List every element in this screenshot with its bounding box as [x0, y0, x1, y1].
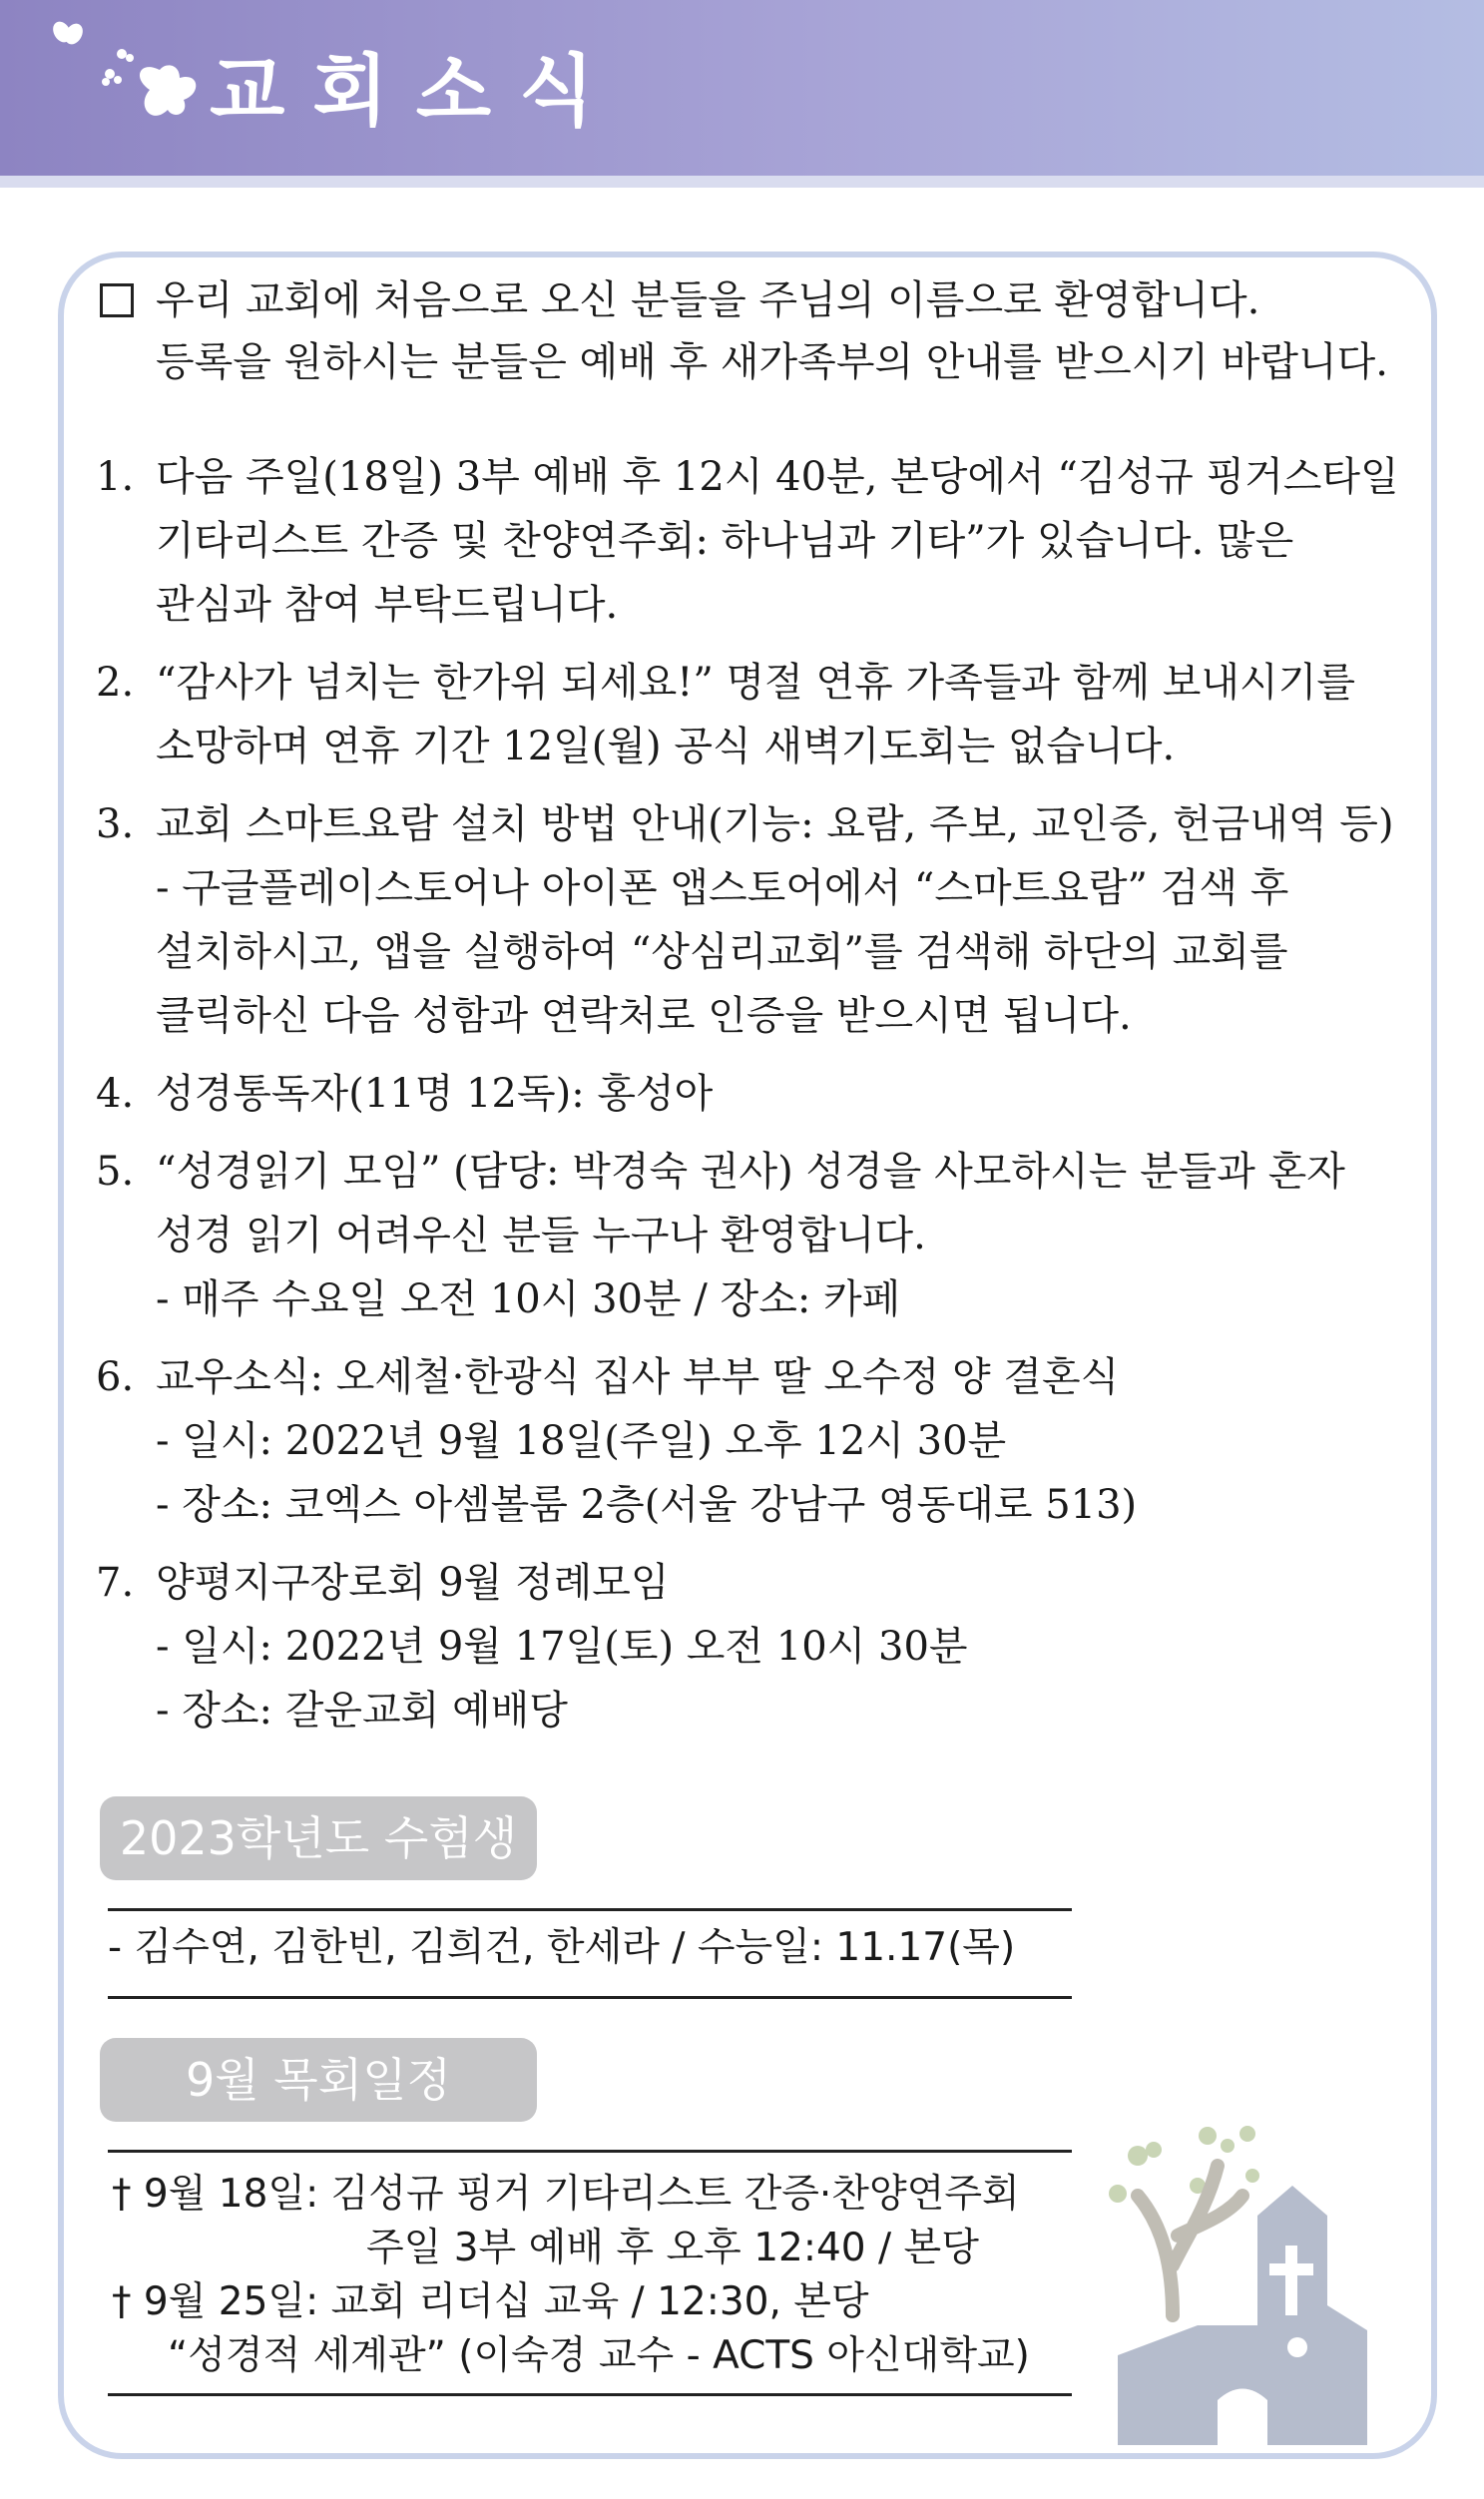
schedule-heading: 9월 목회일정 [100, 2038, 537, 2122]
welcome-line-1: 우리 교회에 처음으로 오신 분들을 주님의 이름으로 환영합니다. [156, 277, 1260, 323]
item-text: - 일시: 2022년 9월 18일(주일) 오후 12시 30분 [156, 1418, 1007, 1464]
announcement-item-7 [96, 1551, 1413, 1743]
announcement-item-2 [96, 651, 1413, 778]
item-number: 4. [96, 1071, 135, 1117]
item-text: 소망하며 연휴 기간 12일(월) 공식 새벽기도회는 없습니다. [156, 724, 1176, 769]
item-number: 5. [96, 1149, 135, 1195]
item-number: 7. [96, 1560, 135, 1606]
divider [108, 2393, 1072, 2396]
page-title: 교회소식 [210, 47, 623, 137]
butterfly-icon [40, 10, 210, 150]
item-text: 다음 주일(18일) 3부 예배 후 12시 40분, 본당에서 “김성규 핑거스타일 [156, 454, 1399, 500]
item-text: 교회 스마트요람 설치 방법 안내(기능: 요람, 주보, 교인증, 헌금내역 등) [156, 801, 1394, 847]
announcement-item-6 [96, 1345, 1413, 1537]
announcement-item-4 [96, 1062, 1413, 1126]
schedule-line-2: 주일 3부 예배 후 오후 12:40 / 본당 [366, 2226, 979, 2270]
checkbox-bullet-icon [100, 283, 134, 317]
item-text: 교우소식: 오세철·한광식 집사 부부 딸 오수정 양 결혼식 [156, 1354, 1120, 1400]
item-text: 클릭하신 다음 성함과 연락처로 인증을 받으시면 됩니다. [156, 993, 1132, 1039]
item-text: 관심과 참여 부탁드립니다. [156, 582, 619, 628]
item-text: - 장소: 코엑스 아셈볼룸 2층(서울 강남구 영동대로 513) [156, 1482, 1138, 1528]
item-text: 기타리스트 간증 및 찬양연주회: 하나님과 기타”가 있습니다. 많은 [156, 518, 1294, 564]
header-underline [0, 176, 1484, 188]
exam-students: - 김수연, 김한빈, 김희건, 한세라 / 수능일: 11.17(목) [108, 1925, 1016, 1970]
announcement-item-5 [96, 1140, 1413, 1331]
welcome-line-2: 등록을 원하시는 분들은 예배 후 새가족부의 안내를 받으시기 바랍니다. [156, 339, 1388, 385]
item-number: 6. [96, 1354, 135, 1400]
exam-heading: 2023학년도 수험생 [100, 1796, 537, 1880]
item-text: 성경 읽기 어려우신 분들 누구나 환영합니다. [156, 1213, 926, 1258]
item-number: 1. [96, 454, 135, 500]
item-text: - 매주 수요일 오전 10시 30분 / 장소: 카페 [156, 1276, 901, 1322]
schedule-line-1: † 9월 18일: 김성규 핑거 기타리스트 간증·찬양연주회 [112, 2172, 1020, 2217]
item-text: 양평지구장로회 9월 정례모임 [156, 1560, 670, 1606]
item-text: “성경읽기 모임” (담당: 박경숙 권사) 성경을 사모하시는 분들과 혼자 [156, 1149, 1345, 1195]
schedule-line-3: † 9월 25일: 교회 리더십 교육 / 12:30, 본당 [112, 2279, 869, 2324]
schedule-line-4: “성경적 세계관” (이숙경 교수 - ACTS 아신대학교) [168, 2333, 1030, 2378]
item-text: 설치하시고, 앱을 실행하여 “상심리교회”를 검색해 하단의 교회를 [156, 929, 1288, 975]
item-text: “감사가 넘치는 한가위 되세요!” 명절 연휴 가족들과 함께 보내시기를 [156, 660, 1355, 706]
item-number: 2. [96, 660, 135, 706]
divider [108, 2150, 1072, 2153]
divider [108, 1996, 1072, 1999]
item-text: - 장소: 갈운교회 예배당 [156, 1688, 568, 1734]
item-number: 3. [96, 801, 135, 847]
schedule-list [112, 2168, 1110, 2383]
divider [108, 1908, 1072, 1911]
item-text: - 일시: 2022년 9월 17일(토) 오전 10시 30분 [156, 1624, 968, 1670]
item-text: 성경통독자(11명 12독): 홍성아 [156, 1071, 714, 1117]
announcement-list [96, 445, 1413, 1756]
announcement-item-1 [96, 445, 1413, 637]
welcome-message [100, 269, 1397, 393]
church-tree-illustration [1078, 2116, 1407, 2445]
item-text: - 구글플레이스토어나 아이폰 앱스토어에서 “스마트요람” 검색 후 [156, 865, 1289, 911]
announcement-item-3 [96, 792, 1413, 1048]
